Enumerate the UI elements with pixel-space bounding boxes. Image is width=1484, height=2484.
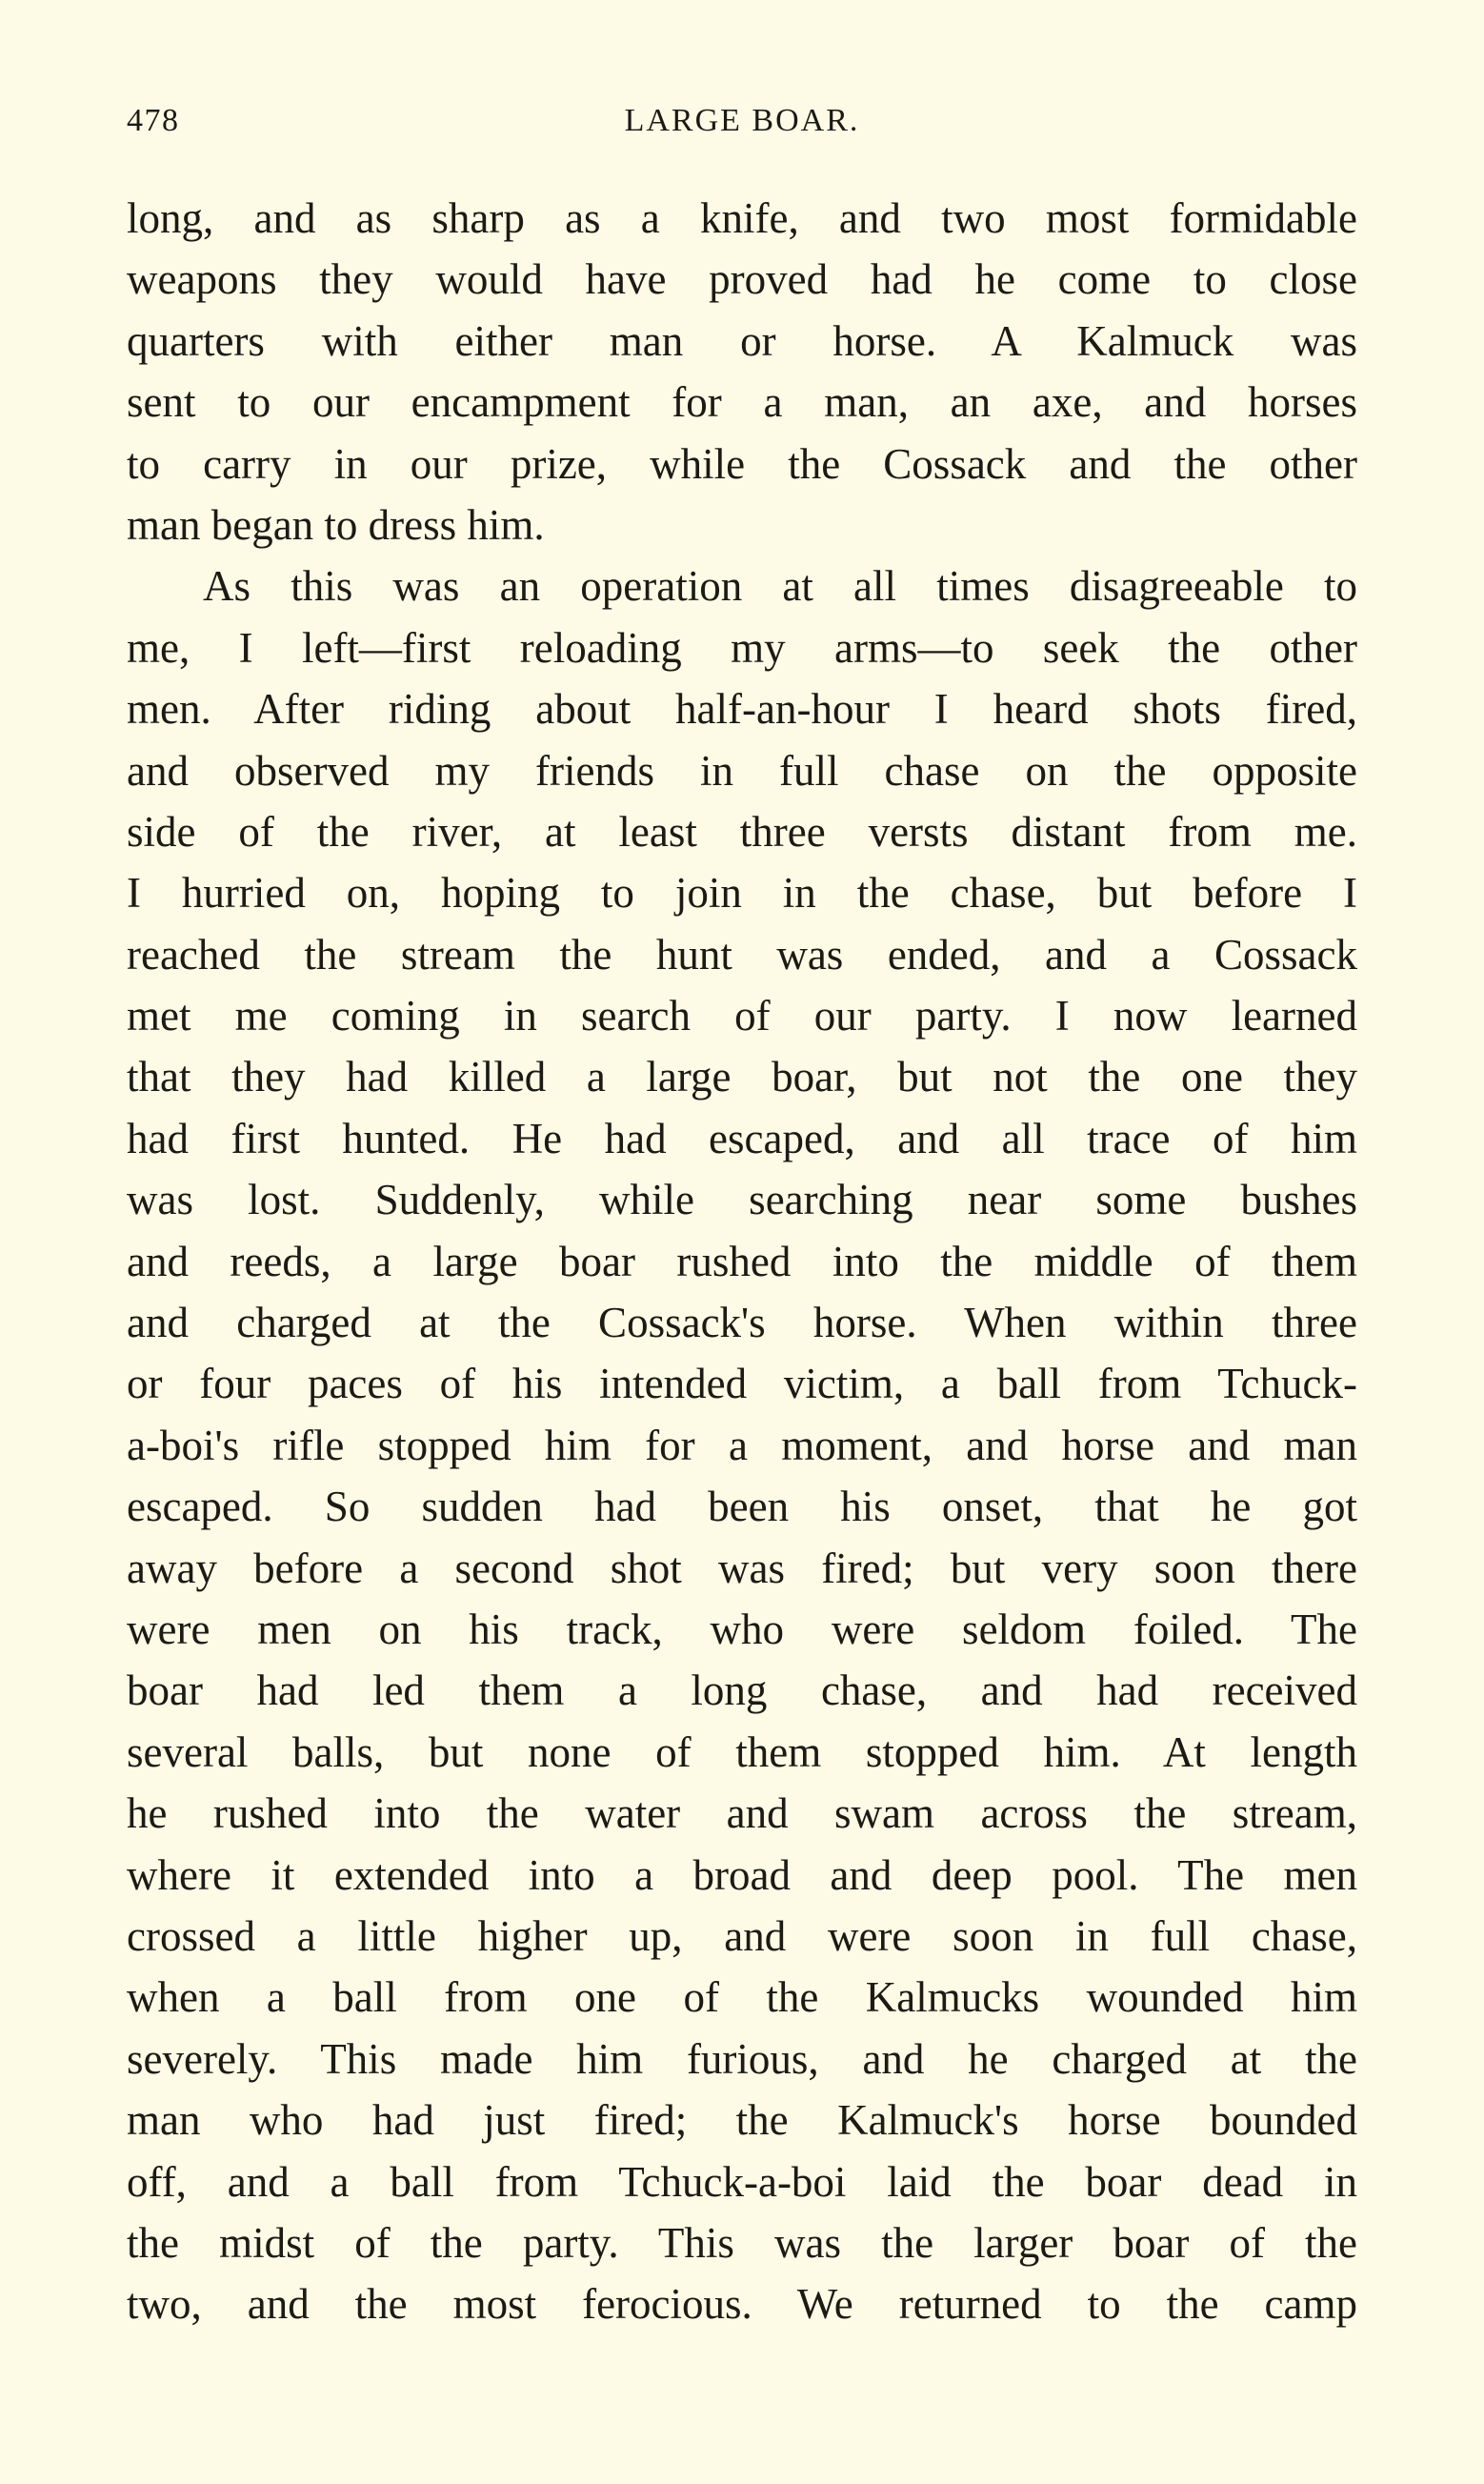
text-line: severely. This made him furious, and he charged at the [127,2034,1357,2083]
text-line: man began to dress him. [127,500,545,549]
text-line: several balls, but none of them stopped him. At length [127,1727,1357,1776]
text-line: me, I left—first reloading my arms—to seek the other [127,623,1357,672]
text-line: reached the stream the hunt was ended, and a Cossack [127,930,1357,979]
text-line: had first hunted. He had escaped, and all trace of him [127,1114,1357,1162]
text-line: long, and as sharp as a knife, and two most formidable [127,194,1357,242]
text-line: and charged at the Cossack's horse. When within three [127,1299,1357,1347]
text-line: weapons they would have proved had he come to close [127,255,1357,304]
running-head [127,95,1357,152]
text-line: man who had just fired; the Kalmuck's horse bounded [127,2096,1357,2145]
text-line: he rushed into the water and swam across the stream, [127,1789,1357,1838]
text-line: away before a second shot was fired; but very soon there [127,1544,1357,1592]
text-line: to carry in our prize, while the Cossack and the other [127,439,1357,488]
text-line: a-boi's rifle stopped him for a moment, and horse and man [127,1421,1357,1469]
text-line: quarters with either man or horse. A Kalmuck was [127,316,1357,365]
running-title: LARGE BOAR. [624,103,860,138]
text-line: or four paces of his intended victim, a ball from Tchuck- [127,1360,1357,1408]
text-line: that they had killed a large boar, but not the one they [127,1053,1357,1101]
text-line: crossed a little higher up, and were soon in full chase, [127,1911,1357,1960]
text-line: escaped. So sudden had been his onset, that he got [127,1483,1357,1531]
text-line: and observed my friends in full chase on the opposite [127,746,1357,795]
text-line: where it extended into a broad and deep pool. The men [127,1850,1357,1899]
text-line: was lost. Suddenly, while searching near some bushes [127,1176,1357,1224]
text-line: I hurried on, hoping to join in the chase, but before I [127,869,1357,918]
text-line: two, and the most ferocious. We returned to the camp [127,2280,1357,2329]
text-line: were men on his track, who were seldom foiled. The [127,1605,1357,1653]
text-line: men. After riding about half-an-hour I heard shots fired, [127,685,1357,734]
page-number: 478 [127,103,180,138]
text-line: boar had led them a long chase, and had received [127,1666,1357,1715]
paragraph-start-line: As this was an operation at all times disagreeable to [203,562,1357,611]
body-text [127,188,1357,2335]
text-line: when a ball from one of the Kalmucks wounded him [127,1973,1357,2022]
text-line: side of the river, at least three versts distant from me. [127,807,1357,856]
text-line: the midst of the party. This was the larger boar of the [127,2218,1357,2267]
text-line: sent to our encampment for a man, an axe, and horses [127,378,1357,427]
text-line: and reeds, a large boar rushed into the middle of them [127,1237,1357,1285]
text-line: met me coming in search of our party. I now learned [127,992,1357,1040]
text-line: off, and a ball from Tchuck-a-boi laid the boar dead in [127,2157,1357,2206]
